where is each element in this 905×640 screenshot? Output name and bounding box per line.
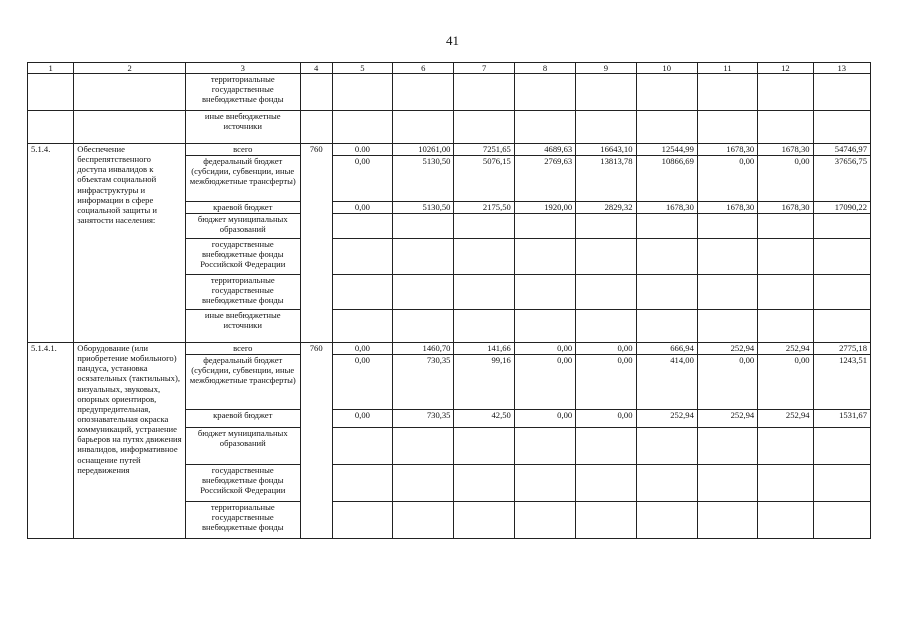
value-cell — [454, 465, 514, 502]
continuation-row — [28, 111, 871, 144]
value-cell: 1678,30 — [636, 202, 697, 214]
source-cell: иные внебюджетные источники — [185, 111, 300, 144]
header-cell: 10 — [636, 63, 697, 74]
value-cell: 252,94 — [697, 410, 757, 428]
value-cell — [697, 502, 757, 539]
value-cell — [332, 275, 392, 310]
value-cell — [697, 74, 757, 111]
value-cell — [332, 111, 392, 144]
value-cell: 0,00 — [697, 355, 757, 410]
value-cell — [393, 310, 454, 343]
value-cell — [454, 111, 514, 144]
value-cell — [813, 310, 870, 343]
value-cell: 5076,15 — [454, 156, 514, 202]
value-cell: 17090,22 — [813, 202, 870, 214]
unit-cell — [300, 74, 332, 111]
value-cell — [813, 214, 870, 239]
value-cell — [576, 111, 636, 144]
source-cell: краевой бюджет — [185, 202, 300, 214]
value-cell — [576, 214, 636, 239]
value-cell: 2175,50 — [454, 202, 514, 214]
value-cell: 252,94 — [636, 410, 697, 428]
value-cell — [454, 214, 514, 239]
unit-cell: 760 — [300, 343, 332, 539]
value-cell: 1460,70 — [393, 343, 454, 355]
value-cell — [514, 502, 575, 539]
value-cell — [393, 111, 454, 144]
value-cell — [514, 111, 575, 144]
value-cell: 414,00 — [636, 355, 697, 410]
value-cell — [697, 428, 757, 465]
name-cell — [74, 74, 186, 111]
value-cell: 2829,32 — [576, 202, 636, 214]
value-cell — [393, 502, 454, 539]
value-cell: 0,00 — [576, 343, 636, 355]
header-cell: 13 — [813, 63, 870, 74]
value-cell: 2769,63 — [514, 156, 575, 202]
value-cell: 252,94 — [697, 343, 757, 355]
value-cell — [576, 465, 636, 502]
value-cell — [514, 74, 575, 111]
value-cell: 0.00 — [332, 144, 392, 156]
section-code: 5.1.4. — [28, 144, 74, 343]
header-cell: 12 — [758, 63, 813, 74]
source-cell: всего — [185, 343, 300, 355]
header-cell: 8 — [514, 63, 575, 74]
value-cell — [697, 465, 757, 502]
value-cell: 1920,00 — [514, 202, 575, 214]
header-cell: 4 — [300, 63, 332, 74]
value-cell — [514, 275, 575, 310]
value-cell — [454, 74, 514, 111]
value-cell — [758, 111, 813, 144]
data-row — [28, 343, 871, 355]
page-number: 41 — [446, 33, 459, 48]
code-cell — [28, 74, 74, 111]
value-cell — [697, 214, 757, 239]
value-cell — [813, 275, 870, 310]
value-cell: 37656,75 — [813, 156, 870, 202]
value-cell: 0,00 — [758, 355, 813, 410]
value-cell: 54746,97 — [813, 144, 870, 156]
value-cell — [454, 428, 514, 465]
value-cell — [393, 239, 454, 275]
source-cell: федеральный бюджет (субсидии, субвенции, иные межбюджетные трансферты) — [185, 156, 300, 202]
value-cell — [393, 74, 454, 111]
value-cell — [393, 214, 454, 239]
value-cell — [454, 239, 514, 275]
value-cell — [758, 74, 813, 111]
header-cell: 6 — [393, 63, 454, 74]
value-cell — [576, 502, 636, 539]
value-cell: 10866,69 — [636, 156, 697, 202]
value-cell — [813, 239, 870, 275]
value-cell — [813, 111, 870, 144]
value-cell: 1678,30 — [697, 144, 757, 156]
value-cell — [636, 214, 697, 239]
value-cell: 0,00 — [576, 410, 636, 428]
source-cell: бюджет муниципальных образований — [185, 214, 300, 239]
name-cell — [74, 111, 186, 144]
value-cell — [813, 428, 870, 465]
value-cell: 252,94 — [758, 343, 813, 355]
value-cell — [332, 502, 392, 539]
value-cell — [454, 310, 514, 343]
value-cell — [758, 275, 813, 310]
header-cell: 7 — [454, 63, 514, 74]
value-cell — [332, 239, 392, 275]
source-cell: бюджет муниципальных образований — [185, 428, 300, 465]
header-cell: 3 — [185, 63, 300, 74]
value-cell — [514, 465, 575, 502]
value-cell — [514, 239, 575, 275]
value-cell: 0,00 — [332, 355, 392, 410]
value-cell: 141,66 — [454, 343, 514, 355]
source-cell: всего — [185, 144, 300, 156]
value-cell: 1678,30 — [758, 202, 813, 214]
value-cell — [393, 275, 454, 310]
value-cell — [636, 465, 697, 502]
value-cell — [332, 74, 392, 111]
value-cell — [636, 310, 697, 343]
data-row — [28, 144, 871, 156]
value-cell — [576, 74, 636, 111]
value-cell — [697, 275, 757, 310]
value-cell — [454, 275, 514, 310]
value-cell: 0,00 — [332, 156, 392, 202]
source-cell: территориальные государственные внебюджетные фонды — [185, 74, 300, 111]
value-cell — [636, 239, 697, 275]
value-cell — [332, 428, 392, 465]
code-cell — [28, 111, 74, 144]
value-cell — [514, 310, 575, 343]
value-cell — [576, 428, 636, 465]
header-cell: 11 — [697, 63, 757, 74]
value-cell: 0,00 — [514, 355, 575, 410]
value-cell — [332, 465, 392, 502]
section-code: 5.1.4.1. — [28, 343, 74, 539]
value-cell: 666,94 — [636, 343, 697, 355]
value-cell — [332, 310, 392, 343]
section-name: Оборудование (или приобретение мобильного) пандуса, установка осязательных (тактильных), визуальных, звуковых, опорных ориентиров, предупредительная, опознавательная окраска коммуникаций, устранение барьеров на путях движения инвалидов, информативное оснащение путей передвижения — [74, 343, 186, 539]
value-cell: 12544,99 — [636, 144, 697, 156]
value-cell: 0,00 — [514, 343, 575, 355]
value-cell: 42,50 — [454, 410, 514, 428]
value-cell — [636, 74, 697, 111]
unit-cell — [300, 111, 332, 144]
value-cell — [576, 239, 636, 275]
value-cell: 0,00 — [332, 343, 392, 355]
continuation-row — [28, 74, 871, 111]
source-cell: иные внебюджетные источники — [185, 310, 300, 343]
header-cell: 5 — [332, 63, 392, 74]
value-cell: 4689,63 — [514, 144, 575, 156]
source-cell: государственные внебюджетные фонды Российской Федерации — [185, 239, 300, 275]
value-cell: 16643,10 — [576, 144, 636, 156]
value-cell — [813, 502, 870, 539]
value-cell: 1678,30 — [697, 202, 757, 214]
value-cell — [636, 502, 697, 539]
value-cell — [636, 428, 697, 465]
value-cell — [514, 428, 575, 465]
value-cell: 99,16 — [454, 355, 514, 410]
unit-cell: 760 — [300, 144, 332, 343]
value-cell: 2775,18 — [813, 343, 870, 355]
value-cell: 730,35 — [393, 410, 454, 428]
value-cell: 0,00 — [697, 156, 757, 202]
value-cell: 1678,30 — [758, 144, 813, 156]
value-cell — [393, 465, 454, 502]
value-cell — [636, 275, 697, 310]
value-cell — [697, 310, 757, 343]
value-cell — [636, 111, 697, 144]
value-cell: 0,00 — [332, 410, 392, 428]
source-cell: краевой бюджет — [185, 410, 300, 428]
value-cell — [697, 239, 757, 275]
value-cell — [758, 239, 813, 275]
value-cell: 0,00 — [576, 355, 636, 410]
value-cell: 5130,50 — [393, 202, 454, 214]
source-cell: государственные внебюджетные фонды Российской Федерации — [185, 465, 300, 502]
value-cell — [758, 428, 813, 465]
header-cell: 1 — [28, 63, 74, 74]
value-cell: 10261,00 — [393, 144, 454, 156]
header-cell: 2 — [74, 63, 186, 74]
value-cell: 0,00 — [332, 202, 392, 214]
header-cell: 9 — [576, 63, 636, 74]
program-table — [27, 62, 871, 539]
value-cell — [758, 502, 813, 539]
value-cell — [697, 111, 757, 144]
value-cell: 5130,50 — [393, 156, 454, 202]
value-cell — [576, 275, 636, 310]
value-cell: 0,00 — [758, 156, 813, 202]
source-cell: территориальные государственные внебюджетные фонды — [185, 275, 300, 310]
value-cell — [393, 428, 454, 465]
value-cell — [454, 502, 514, 539]
value-cell: 1243,51 — [813, 355, 870, 410]
value-cell: 730,35 — [393, 355, 454, 410]
header-row — [28, 63, 871, 74]
value-cell: 252,94 — [758, 410, 813, 428]
value-cell: 0,00 — [514, 410, 575, 428]
value-cell — [813, 465, 870, 502]
value-cell: 1531,67 — [813, 410, 870, 428]
value-cell — [758, 465, 813, 502]
section-name: Обеспечение беспрепятственного доступа инвалидов к объектам социальной инфраструктуры и информации в сфере социальной защиты и занятости населения: — [74, 144, 186, 343]
value-cell — [514, 214, 575, 239]
source-cell: федеральный бюджет (субсидии, субвенции, иные межбюджетные трансферты) — [185, 355, 300, 410]
value-cell: 7251,65 — [454, 144, 514, 156]
value-cell — [758, 214, 813, 239]
value-cell — [813, 74, 870, 111]
value-cell: 13813,78 — [576, 156, 636, 202]
value-cell — [576, 310, 636, 343]
source-cell: территориальные государственные внебюджетные фонды — [185, 502, 300, 539]
value-cell — [758, 310, 813, 343]
value-cell — [332, 214, 392, 239]
